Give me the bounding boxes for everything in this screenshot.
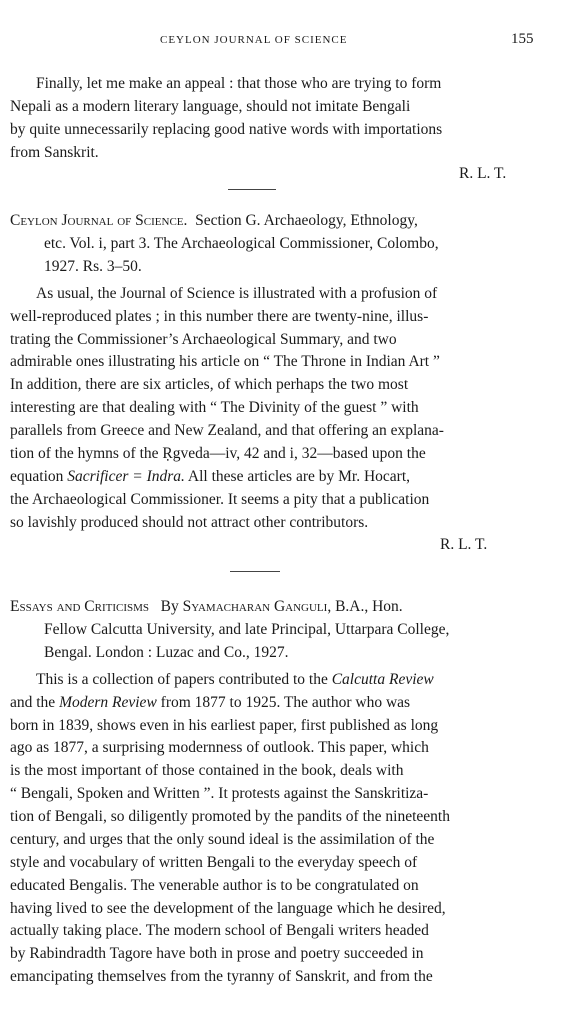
review1-body-line: In addition, there are six articles, of which perhaps the two most [10, 376, 409, 393]
review1-body-line: so lavishly produced should not attract other contributors. [10, 514, 369, 531]
review2-citation-line1 [10, 597, 403, 616]
review1-body-line: trating the Commissioner’s Archaeological Summary, and two [10, 331, 397, 348]
review1-journal-title: Ceylon Journal of Science. [10, 212, 188, 229]
review1-citation-line2: etc. Vol. i, part 3. The Archaeological Commissioner, Colombo, [44, 235, 439, 252]
review1-signature: R. L. T. [440, 536, 488, 553]
review2-book-title: Essays and Criticisms [10, 598, 150, 615]
review2-body-line: educated Bengalis. The venerable author is to be congratulated on [10, 877, 419, 894]
review2-body-line: actually taking place. The modern school of Bengali writers headed [10, 922, 429, 939]
review1-body-line: interesting are that dealing with “ The Divinity of the guest ” with [10, 399, 419, 416]
running-title: CEYLON JOURNAL OF SCIENCE [160, 34, 348, 46]
review1-body-line: admirable ones illustrating his article on “ The Throne in Indian Art ” [10, 353, 440, 370]
equation-lead: equation [10, 468, 68, 485]
review2-body-line: ago as 1877, a surprising modernness of outlook. This paper, which [10, 739, 429, 756]
review2-citation-line3: Bengal. London : Luzac and Co., 1927. [44, 644, 289, 661]
review1-citation-section: Section G. Archaeology, Ethnology, [195, 212, 418, 229]
appeal-signature: R. L. T. [459, 165, 507, 182]
review2-body-line: emancipating themselves from the tyranny of Sanskrit, and from the [10, 968, 433, 985]
appeal-line: from Sanskrit. [10, 144, 99, 161]
review2-body-line [10, 693, 410, 712]
review2-line1-text: This is a collection of papers contributed to the [36, 671, 332, 688]
review2-body-line [36, 670, 434, 689]
review2-body-line: “ Bengali, Spoken and Written ”. It protests against the Sanskritiza- [10, 785, 429, 802]
review1-citation-line1 [10, 211, 418, 230]
review2-body-line: having lived to see the development of the language which he desired, [10, 900, 446, 917]
equation-italic: Sacrificer = Indra. [67, 468, 185, 485]
review2-calcutta-review: Calcutta Review [331, 671, 434, 688]
review2-body-line: century, and urges that the only sound ideal is the assimilation of the [10, 831, 435, 848]
review2-citation-by: By [160, 598, 179, 615]
review1-citation-line3: 1927. Rs. 3–50. [44, 258, 142, 275]
review1-body-line: parallels from Greece and New Zealand, and that offering an explana- [10, 422, 444, 439]
running-head [0, 31, 574, 51]
review2-author: Syamacharan Ganguli, [182, 598, 332, 615]
review2-author-degree: B.A., Hon. [335, 598, 403, 615]
review2-body-line: is the most important of those contained in the book, deals with [10, 762, 404, 779]
appeal-line: Finally, let me make an appeal : that those who are trying to form [36, 75, 442, 92]
equation-trail: All these articles are by Mr. Hocart, [184, 468, 411, 485]
appeal-line: by quite unnecessarily replacing good native words with importations [10, 121, 443, 138]
review1-body-line: tion of the hymns of the Ṛgveda—iv, 42 and i, 32—based upon the [10, 445, 426, 462]
review2-body-line: style and vocabulary of written Bengali to the everyday speech of [10, 854, 418, 871]
section-divider [230, 571, 280, 572]
review2-line2-trail: from 1877 to 1925. The author who was [156, 694, 411, 711]
review2-citation-line2: Fellow Calcutta University, and late Principal, Uttarpara College, [44, 621, 450, 638]
review2-line2-lead: and the [10, 694, 60, 711]
review1-body-line: the Archaeological Commissioner. It seems a pity that a publication [10, 491, 430, 508]
review2-body-line: tion of Bengali, so diligently promoted by the pandits of the nineteenth [10, 808, 450, 825]
review2-body-line: born in 1839, shows even in his earliest paper, first published as long [10, 717, 439, 734]
review1-body-line: As usual, the Journal of Science is illustrated with a profusion of [36, 285, 438, 302]
review2-body-line: by Rabindradth Tagore have both in prose and poetry succeeded in [10, 945, 424, 962]
review1-body-line: well-reproduced plates ; in this number there are twenty-nine, illus- [10, 308, 429, 325]
review2-modern-review: Modern Review [59, 694, 157, 711]
section-divider [228, 189, 276, 190]
review1-equation-line [10, 467, 410, 486]
page-number: 155 [511, 31, 534, 47]
appeal-line: Nepali as a modern literary language, should not imitate Bengali [10, 98, 411, 115]
